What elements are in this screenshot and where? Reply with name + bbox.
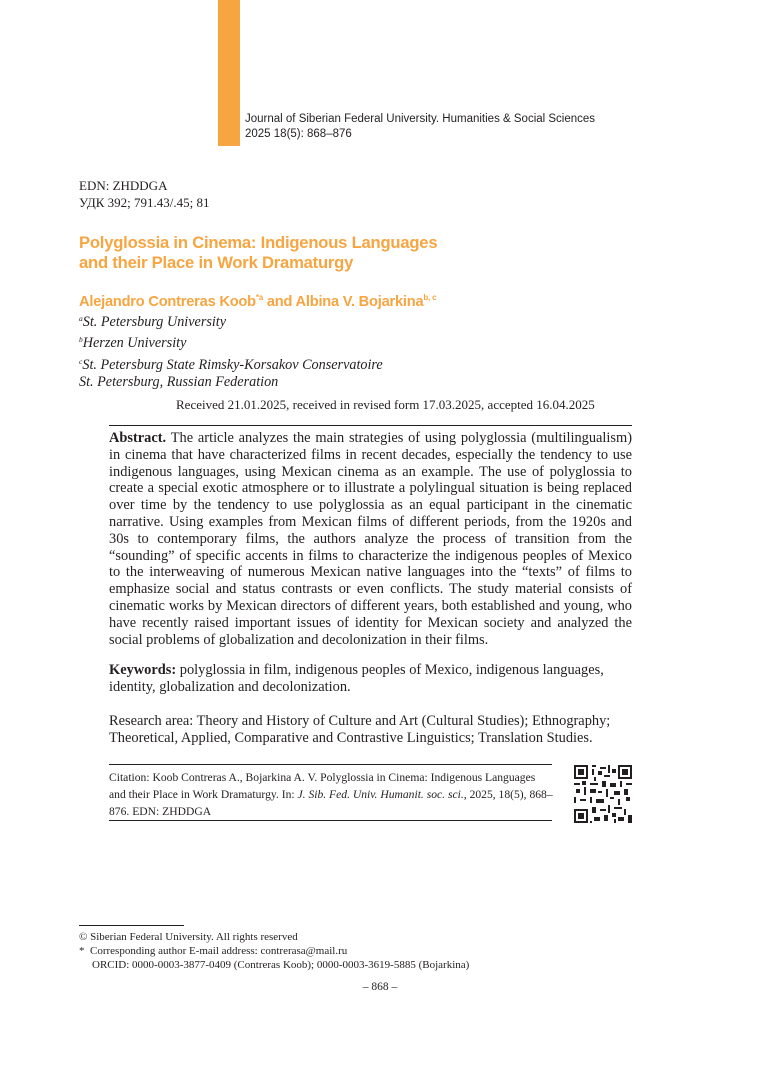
authors (79, 293, 436, 310)
abstract (109, 430, 632, 648)
abstract-text: The article analyzes the main strategies of using polyglossia (multilingualism) in cinema that have characterized films in recent decades, especially the tendency to use indigenous languages, using Mexican cinema as an example. The use of polyglossia to create a special exotic atmosphere or to illustrate a polylingual situation is being replaced over time by the tendency to use polyglossia as an equal participant in the cinematic narrative. Using examples from Mexican films of different periods, from the 1920s and 30s to contemporary films, the authors analyze the process of transition from the “sounding” of specific accents in films to characterize the indigenous peoples of Mexico to the interweaving of numerous Mexican native languages into the “texts” of films to emphasize social and status contrasts or even conflicts. The study material consists of cinematic works by Mexican directors of different years, both established and young, who have recently raised important issues of identity for Mexican society and analyzed the social problems of globalization and decolonization in their films. (109, 430, 632, 648)
footnote-rule (79, 925, 184, 926)
affiliation-c: $^c$St. Petersburg State Rimsky-Korsakov Conservatoire (79, 356, 383, 373)
citation-journal: J. Sib. Fed. Univ. Humanit. soc. sci. (297, 788, 464, 801)
keywords-label: Keywords: (109, 662, 177, 678)
author-conjunction: and (263, 294, 296, 310)
citation: Citation: Koob Contreras A., Bojarkina A. V. Polyglossia in Cinema: Indigenous Languages and their Place in Work Dramaturgy. In: J. Sib. Fed. Univ. Humanit. soc. sci., 2025, 18(5), 868–876. EDN: ZHDDGA (109, 771, 553, 818)
affiliation-b: $^b$Herzen University (79, 335, 187, 352)
journal-volume: 2025 18(5): 868–876 (245, 128, 352, 140)
title-line-1: Polyglossia in Cinema: Indigenous Languages (79, 233, 438, 252)
keywords (109, 662, 632, 696)
research-area: Research area: Theory and History of Culture and Art (Cultural Studies); Ethnography; Theoretical, Applied, Comparative and Contrastive Linguistics; Translation Studies. (109, 713, 611, 746)
corresponding-author-note: * Corresponding author E-mail address: contrerasa@mail.ru (79, 945, 348, 957)
abstract-label: Abstract. (109, 430, 167, 446)
abstract-top-rule (109, 425, 632, 426)
author-1-sup: *a (255, 293, 264, 302)
udk-code: УДК 392; 791.43/.45; 81 (79, 195, 210, 210)
journal-name: Journal of Siberian Federal University. Humanities & Social Sciences (245, 113, 596, 125)
affiliation-a: $^a$St. Petersburg University (79, 314, 227, 330)
edn-code: EDN: ZHDDGA (79, 178, 168, 193)
affiliation-city: St. Petersburg, Russian Federation (79, 373, 279, 390)
identifiers (79, 177, 210, 211)
citation-bottom-rule (109, 820, 552, 821)
title-line-2: and their Place in Work Dramaturgy (79, 253, 354, 272)
copyright-note: © Siberian Federal University. All rights reserved (79, 931, 298, 943)
journal-header (245, 112, 595, 142)
author-1: Alejandro Contreras Koob (79, 294, 256, 310)
author-2: Albina V. Bojarkina (295, 294, 424, 310)
orange-accent-bar (218, 0, 240, 146)
orcid-note: ORCID: 0000-0003-3877-0409 (Contreras Koob); 0000-0003-3619-5885 (Bojarkina) (92, 959, 470, 971)
citation-top-rule (109, 764, 552, 765)
keywords-text: polyglossia in film, indigenous peoples of Mexico, indigenous languages, identity, globalization and decolonization. (109, 662, 604, 695)
qr-code (574, 765, 632, 823)
author-2-sup: b, c (423, 293, 437, 302)
affiliations (79, 310, 383, 391)
received-dates: Received 21.01.2025, received in revised form 17.03.2025, accepted 16.04.2025 (176, 397, 595, 412)
article-title (79, 233, 437, 273)
page-number: – 868 – (362, 981, 398, 993)
